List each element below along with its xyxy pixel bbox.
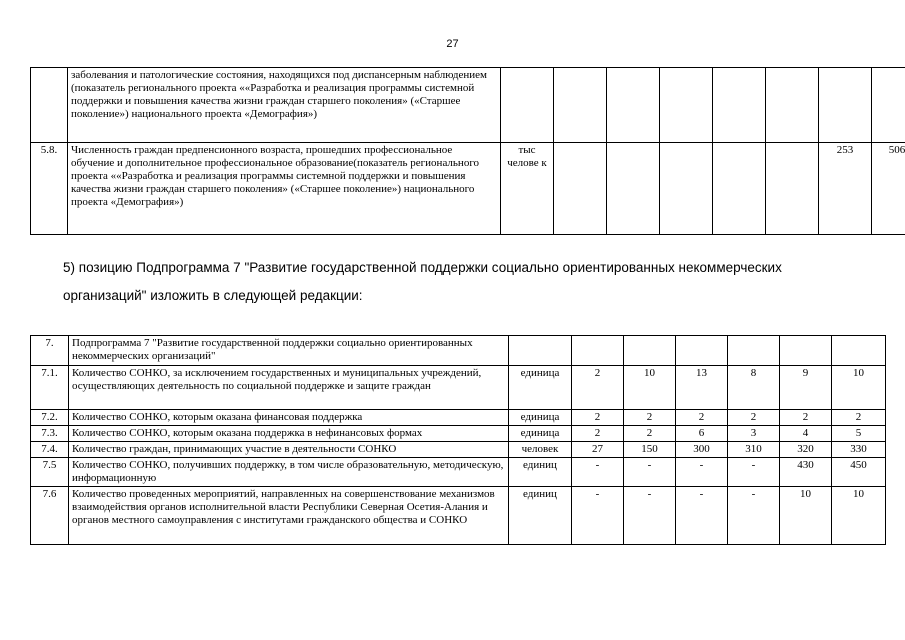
value-cell: 2 — [832, 410, 886, 426]
paragraph-line-2: организаций" изложить в следующей редакции: — [63, 288, 363, 303]
value-cell: - — [624, 458, 676, 487]
value-cell: 253 — [819, 143, 872, 235]
value-cell: - — [676, 458, 728, 487]
value-cell: 2 — [780, 410, 832, 426]
value-cell — [728, 336, 780, 366]
value-cell: - — [728, 458, 780, 487]
table-row — [31, 458, 886, 487]
value-cell — [713, 143, 766, 235]
table-row — [31, 426, 886, 442]
value-cell: 10 — [832, 366, 886, 410]
value-cell: 5 — [832, 426, 886, 442]
value-cell — [607, 68, 660, 143]
table-row — [31, 487, 886, 545]
paragraph-line-1: 5) позицию Подпрограмма 7 "Развитие государственной поддержки социально ориентированных некоммерческих — [63, 260, 782, 275]
value-cell: 2 — [728, 410, 780, 426]
indicator-name-cell: Количество СОНКО, которым оказана поддержка в нефинансовых формах — [69, 426, 509, 442]
value-cell: 4 — [780, 426, 832, 442]
value-cell: 8 — [728, 366, 780, 410]
value-cell — [780, 336, 832, 366]
value-cell: 2 — [572, 426, 624, 442]
row-number-cell: 7.1. — [31, 366, 69, 410]
value-cell — [713, 68, 766, 143]
value-cell: 2 — [572, 410, 624, 426]
unit-cell: единица — [509, 410, 572, 426]
unit-cell — [501, 68, 554, 143]
value-cell: 430 — [780, 458, 832, 487]
row-number-cell: 7.5 — [31, 458, 69, 487]
value-cell: - — [572, 487, 624, 545]
value-cell: 2 — [676, 410, 728, 426]
table-row — [31, 410, 886, 426]
value-cell: - — [728, 487, 780, 545]
value-cell — [660, 68, 713, 143]
value-cell: 150 — [624, 442, 676, 458]
value-cell — [766, 68, 819, 143]
value-cell — [832, 336, 886, 366]
unit-cell — [509, 336, 572, 366]
value-cell: 10 — [624, 366, 676, 410]
value-cell: 300 — [676, 442, 728, 458]
value-cell — [554, 68, 607, 143]
indicator-name-cell: Количество СОНКО, за исключением государственных и муниципальных учреждений, осуществляющих деятельность по социальной поддержке и защите граждан — [69, 366, 509, 410]
value-cell: 330 — [832, 442, 886, 458]
indicator-name-cell: Количество проведенных мероприятий, направленных на совершенствование механизмов взаимодействия органов исполнительной власти Республики Северная Осетия-Алания и органов местного самоуправления с институтами гражданского общества и СОНКО — [69, 487, 509, 545]
value-cell: 3 — [728, 426, 780, 442]
unit-cell: единиц — [509, 458, 572, 487]
table-row — [31, 442, 886, 458]
unit-cell: единица — [509, 426, 572, 442]
row-number-cell: 7.4. — [31, 442, 69, 458]
unit-cell: человек — [509, 442, 572, 458]
value-cell — [819, 68, 872, 143]
value-cell — [572, 336, 624, 366]
table-row — [31, 366, 886, 410]
value-cell — [554, 143, 607, 235]
indicator-name-cell: Количество СОНКО, получивших поддержку, в том числе образовательную, методическую, информационную — [69, 458, 509, 487]
value-cell: 450 — [832, 458, 886, 487]
value-cell: 9 — [780, 366, 832, 410]
value-cell — [676, 336, 728, 366]
value-cell: 310 — [728, 442, 780, 458]
page-number: 27 — [446, 38, 459, 50]
table-row — [31, 336, 886, 366]
value-cell: 320 — [780, 442, 832, 458]
row-number-cell: 7.3. — [31, 426, 69, 442]
row-number-cell — [31, 68, 68, 143]
value-cell: - — [624, 487, 676, 545]
unit-cell: единиц — [509, 487, 572, 545]
indicator-name-cell: Численность граждан предпенсионного возраста, прошедших профессиональное обучение и дополнительное профессиональное образование(показатель регионального проекта ««Разработка и реализация программы системной поддержки и повышения качества жизни граждан старшего поколения» («Старшее поколение») национального проекта «Демография») — [68, 143, 501, 235]
indicator-name-cell: Количество граждан, принимающих участие в деятельности СОНКО — [69, 442, 509, 458]
table-row — [31, 143, 905, 235]
value-cell — [766, 143, 819, 235]
row-number-cell: 7.6 — [31, 487, 69, 545]
row-number-cell: 7.2. — [31, 410, 69, 426]
value-cell — [660, 143, 713, 235]
value-cell: 2 — [624, 426, 676, 442]
value-cell — [624, 336, 676, 366]
value-cell: 2 — [572, 366, 624, 410]
table-row — [31, 68, 905, 143]
indicator-name-cell: Количество СОНКО, которым оказана финансовая поддержка — [69, 410, 509, 426]
indicator-name-cell: заболевания и патологические состояния, находящихся под диспансерным наблюдением (показатель регионального проекта ««Разработка и реализация программы системной поддержки и повышения качества жизни граждан старшего поколения» («Старшее поколение») национального проекта «Демография») — [68, 68, 501, 143]
value-cell: 10 — [780, 487, 832, 545]
indicator-name-cell: Подпрограмма 7 "Развитие государственной поддержки социально ориентированных некоммерческих организаций" — [69, 336, 509, 366]
value-cell: 27 — [572, 442, 624, 458]
value-cell — [607, 143, 660, 235]
value-cell: 6 — [676, 426, 728, 442]
value-cell: 10 — [832, 487, 886, 545]
unit-cell: единица — [509, 366, 572, 410]
indicators-table-top — [30, 67, 905, 235]
unit-cell: тыс челове к — [501, 143, 554, 235]
value-cell: - — [572, 458, 624, 487]
value-cell: - — [676, 487, 728, 545]
value-cell: 506 — [872, 143, 905, 235]
row-number-cell: 7. — [31, 336, 69, 366]
value-cell: 2 — [624, 410, 676, 426]
subprogram-7-table — [30, 335, 886, 545]
value-cell: 13 — [676, 366, 728, 410]
value-cell — [872, 68, 905, 143]
row-number-cell: 5.8. — [31, 143, 68, 235]
